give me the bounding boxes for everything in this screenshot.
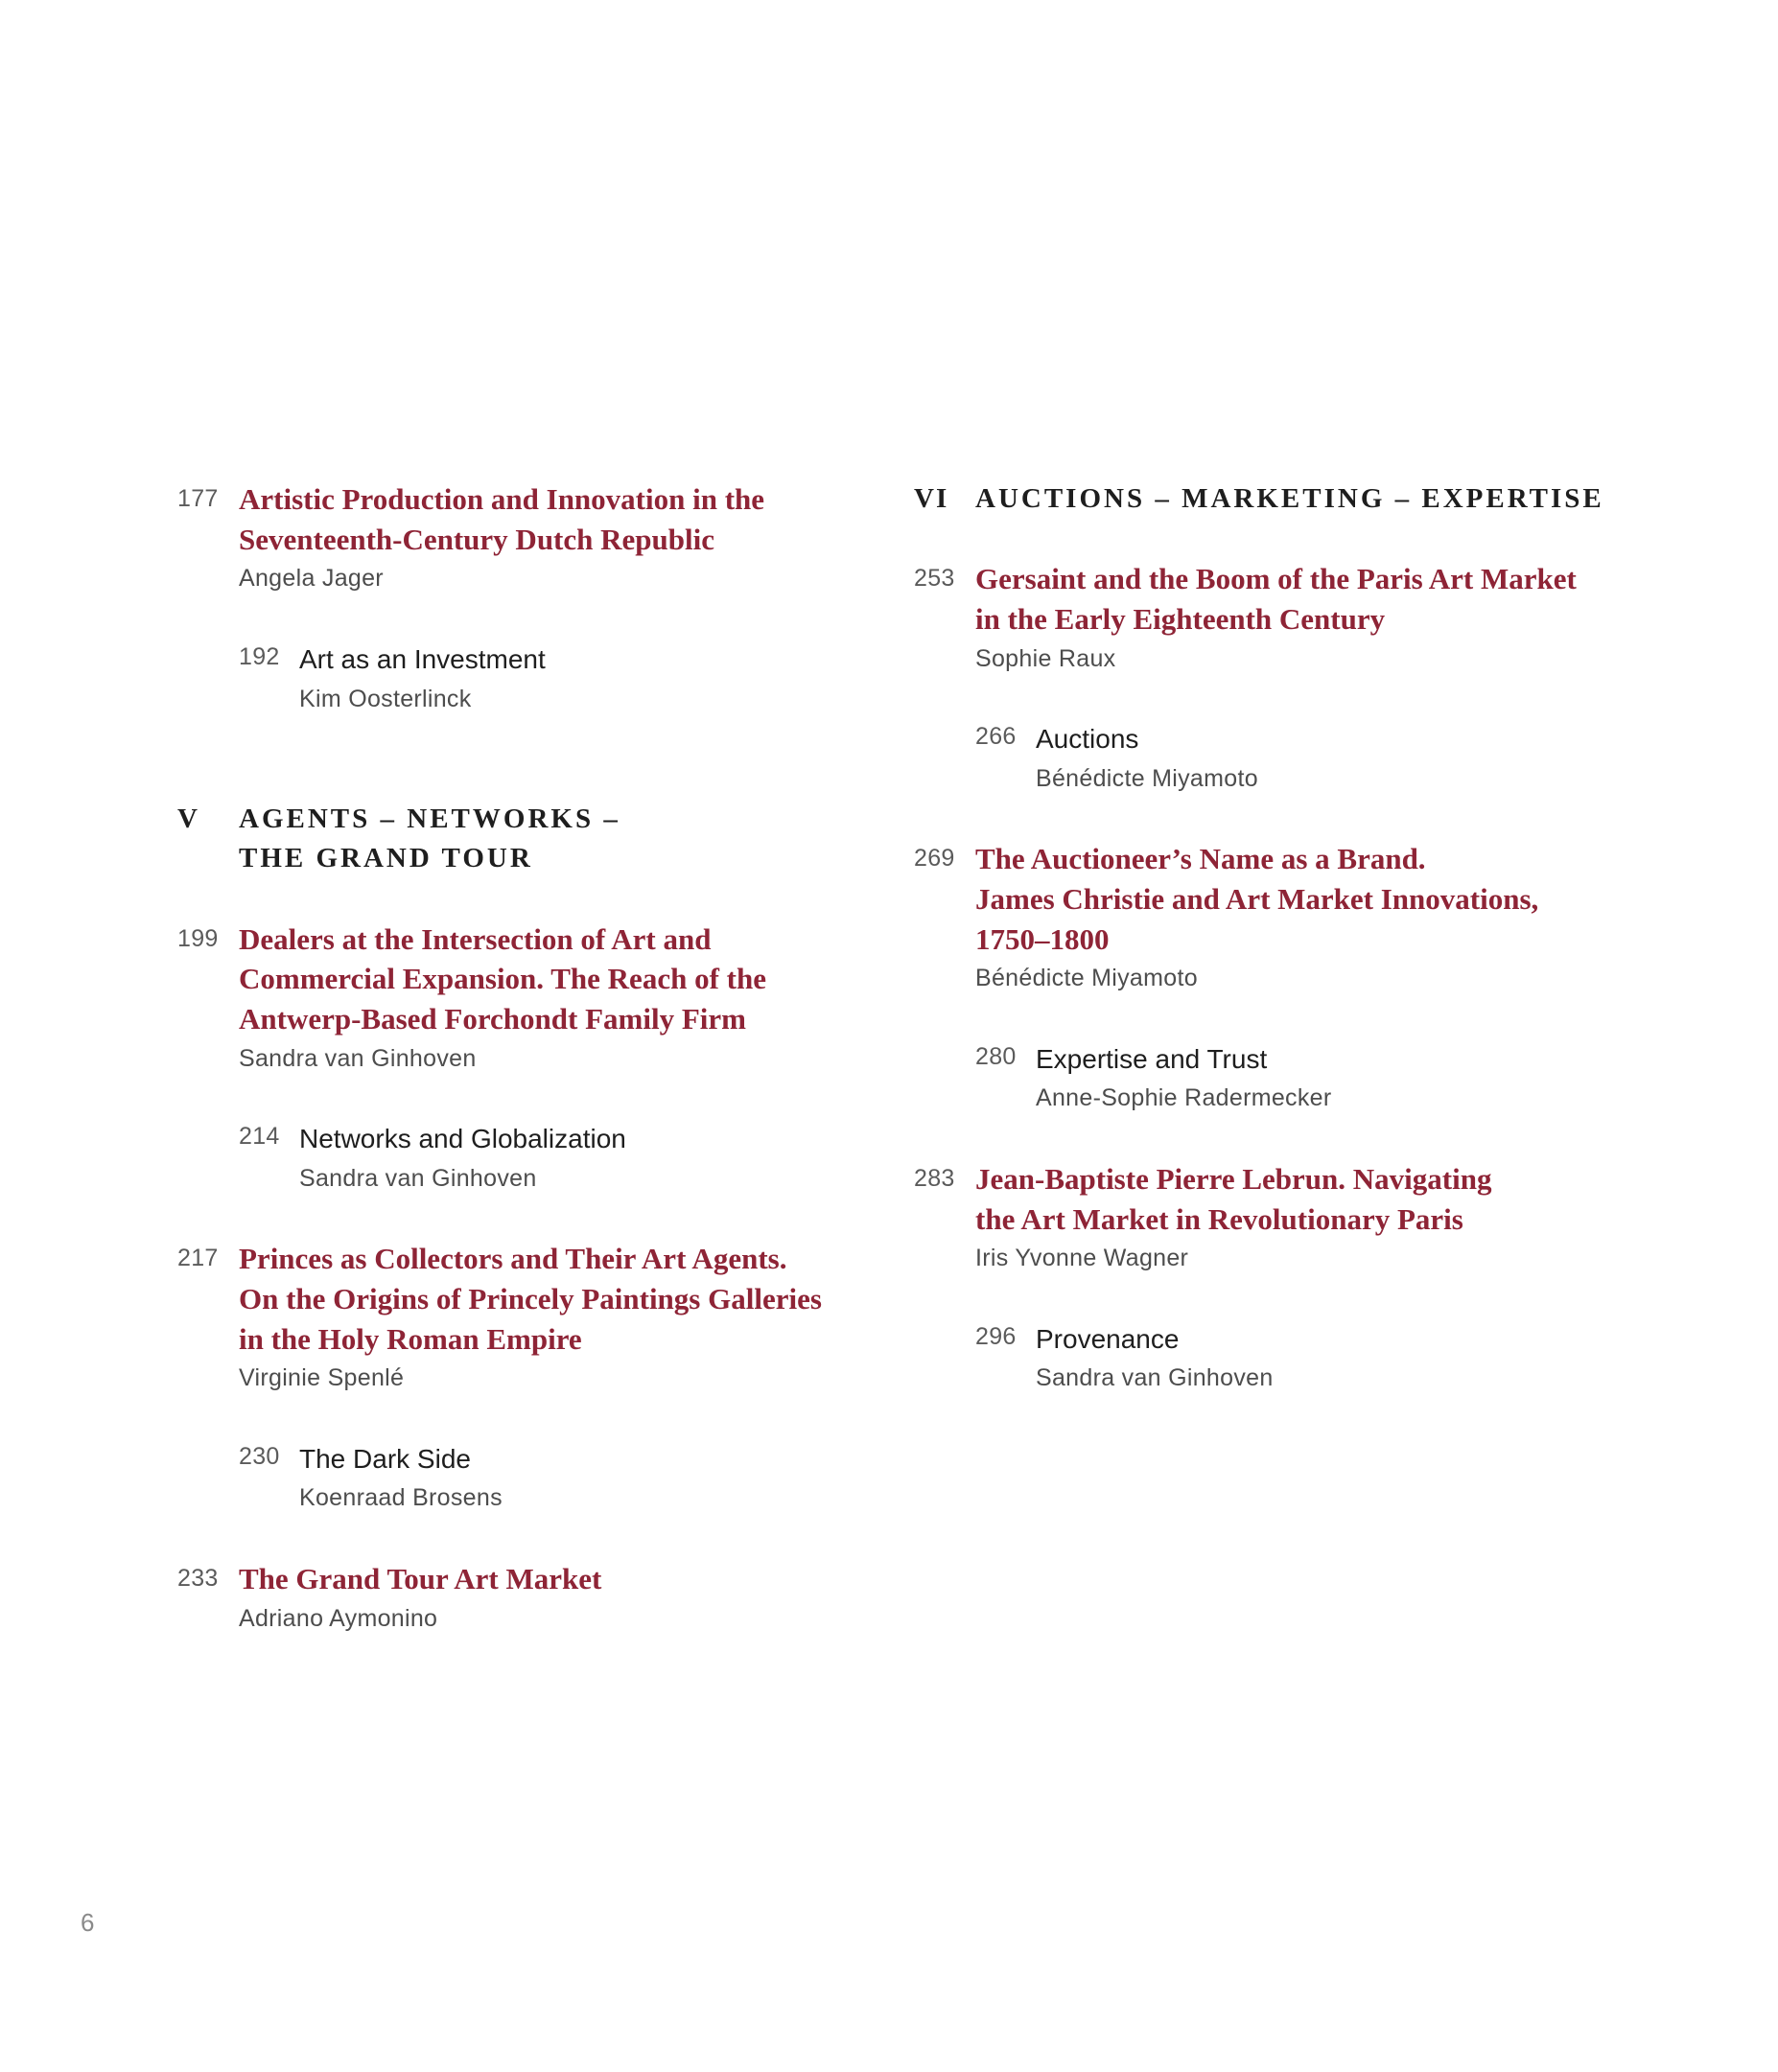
toc-subentry[interactable]: [914, 1319, 1643, 1399]
subchapter-title: The Dark Side: [299, 1443, 471, 1474]
subchapter-author: Bénédicte Miyamoto: [1036, 764, 1258, 792]
toc-entry[interactable]: [914, 1159, 1643, 1279]
subchapter-title: Networks and Globalization: [299, 1124, 626, 1154]
subchapter-author: Anne-Sophie Radermecker: [1036, 1084, 1332, 1112]
toc-left-column: [177, 479, 868, 1639]
chapter-title-line: the Art Market in Revolutionary Paris: [975, 1201, 1463, 1236]
section-heading: [177, 800, 868, 879]
subchapter-author: Sandra van Ginhoven: [1036, 1364, 1274, 1392]
subchapter-author: Kim Oosterlinck: [299, 685, 472, 712]
toc-subentry[interactable]: [914, 1039, 1643, 1119]
chapter-author: Iris Yvonne Wagner: [975, 1245, 1189, 1272]
chapter-title-line: in the Holy Roman Empire: [239, 1321, 582, 1356]
page-ref: 253: [914, 565, 955, 593]
chapter-title-line: in the Early Eighteenth Century: [975, 602, 1386, 637]
chapter-title: [239, 1239, 868, 1359]
toc-subentry[interactable]: [177, 1439, 868, 1519]
subchapter-author: Sandra van Ginhoven: [299, 1164, 537, 1192]
chapter-title-line: Commercial Expansion. The Reach of the: [239, 962, 766, 996]
chapter-title: [975, 559, 1643, 639]
section-number: V: [177, 803, 199, 834]
toc-subentry[interactable]: [177, 640, 868, 719]
page-ref: 214: [239, 1123, 280, 1151]
chapter-title-line: Gersaint and the Boom of the Paris Art Market: [975, 562, 1577, 596]
chapter-title-line: Princes as Collectors and Their Art Agents.: [239, 1242, 787, 1276]
chapter-title-line: Artistic Production and Innovation in the: [239, 482, 765, 516]
page-ref: 177: [177, 485, 219, 512]
toc-entry[interactable]: [177, 1559, 868, 1639]
toc-entry[interactable]: [177, 1239, 868, 1399]
toc-subentry[interactable]: [177, 1119, 868, 1199]
subchapter-title: Expertise and Trust: [1036, 1043, 1268, 1074]
toc-entry[interactable]: [914, 839, 1643, 999]
page-ref: 266: [975, 723, 1017, 751]
section-title-line: AUCTIONS – MARKETING – EXPERTISE: [975, 483, 1604, 514]
page-ref: 233: [177, 1564, 219, 1592]
chapter-author: Virginie Spenlé: [239, 1364, 405, 1392]
chapter-title-line: The Grand Tour Art Market: [239, 1561, 602, 1595]
page-number: 6: [81, 1908, 95, 1937]
section-title: [975, 479, 1643, 520]
chapter-author: Bénédicte Miyamoto: [975, 965, 1198, 992]
toc-subentry[interactable]: [914, 719, 1643, 799]
section-title-line: AGENTS – NETWORKS –: [239, 803, 620, 834]
page-ref: 296: [975, 1322, 1017, 1350]
toc-entry[interactable]: [177, 920, 868, 1080]
chapter-title-line: Antwerp-Based Forchondt Family Firm: [239, 1002, 746, 1036]
page-ref: 283: [914, 1164, 955, 1192]
page-ref: 199: [177, 924, 219, 952]
chapter-author: Sophie Raux: [975, 644, 1116, 672]
page-ref: 269: [914, 845, 955, 873]
chapter-title: [239, 1559, 868, 1599]
chapter-title: [975, 1159, 1643, 1239]
chapter-author: Adriano Aymonino: [239, 1604, 438, 1632]
chapter-author: Angela Jager: [239, 565, 384, 593]
chapter-title-line: On the Origins of Princely Paintings Galleries: [239, 1281, 822, 1315]
chapter-title-line: James Christie and Art Market Innovations,: [975, 881, 1539, 916]
subchapter-title: Provenance: [1036, 1323, 1180, 1354]
chapter-title-line: Dealers at the Intersection of Art and: [239, 921, 712, 956]
chapter-title-line: Jean-Baptiste Pierre Lebrun. Navigating: [975, 1161, 1492, 1196]
chapter-title-line: 1750–1800: [975, 921, 1110, 956]
chapter-title-line: Seventeenth-Century Dutch Republic: [239, 522, 714, 556]
toc-entry[interactable]: [914, 559, 1643, 679]
section-title-line: THE GRAND TOUR: [239, 843, 533, 874]
page-ref: 217: [177, 1245, 219, 1272]
chapter-title: [975, 839, 1643, 959]
chapter-title-line: The Auctioneer’s Name as a Brand.: [975, 842, 1426, 876]
subchapter-author: Koenraad Brosens: [299, 1484, 503, 1512]
section-title: [239, 800, 868, 879]
subchapter-title: Auctions: [1036, 724, 1139, 755]
page-ref: 192: [239, 642, 280, 670]
page-ref: 280: [975, 1042, 1017, 1070]
section-number: VI: [914, 483, 949, 514]
section-heading: [914, 479, 1643, 520]
toc-right-column: [914, 479, 1643, 1399]
chapter-author: Sandra van Ginhoven: [239, 1044, 477, 1072]
chapter-title: [239, 920, 868, 1039]
chapter-title: [239, 479, 868, 559]
page-ref: 230: [239, 1442, 280, 1470]
toc-entry[interactable]: [177, 479, 868, 599]
subchapter-title: Art as an Investment: [299, 643, 546, 674]
